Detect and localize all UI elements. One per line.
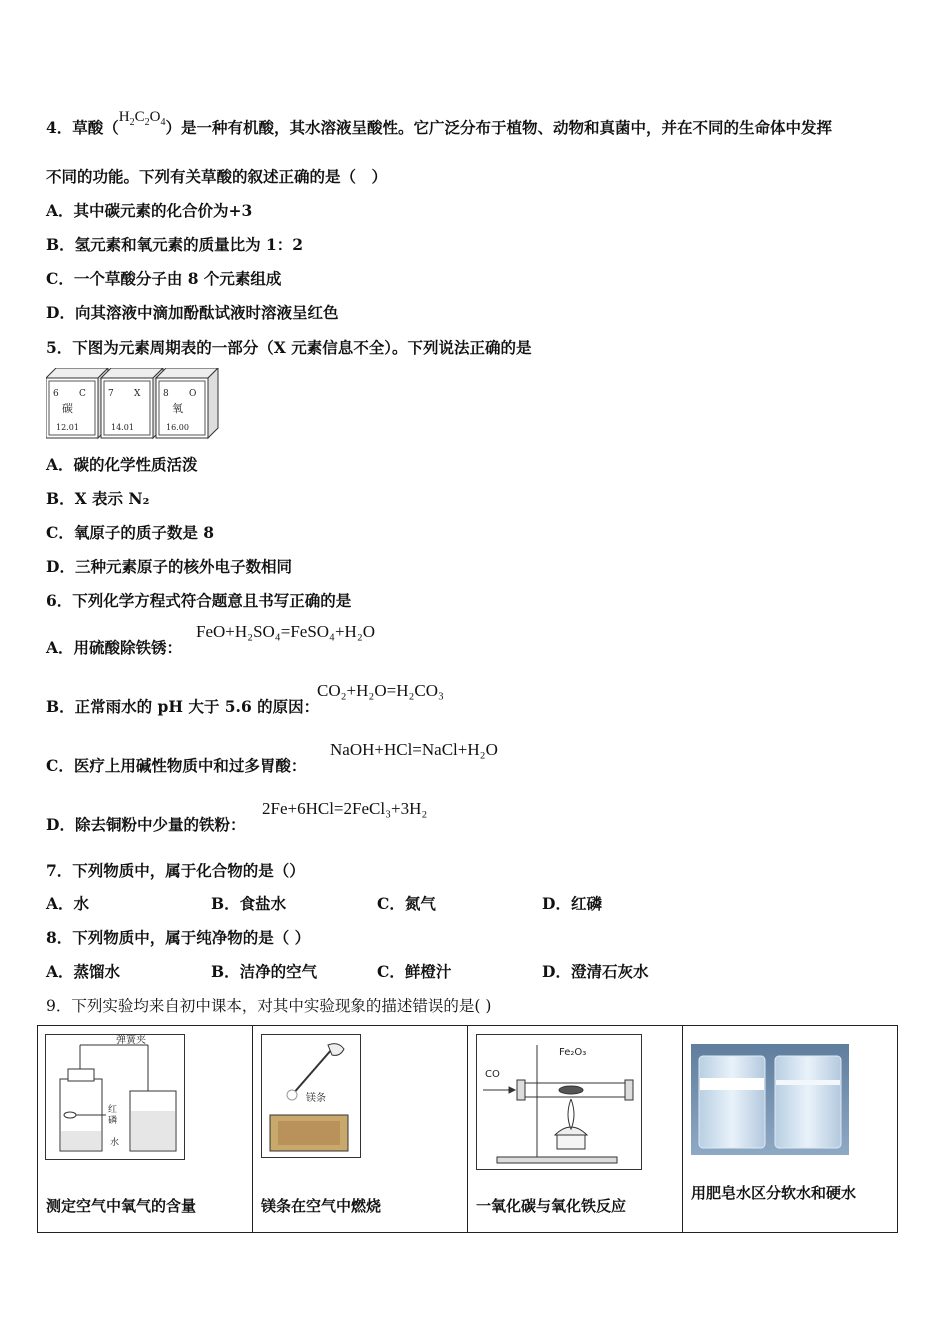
element-box-oxygen	[156, 368, 218, 438]
q7-option-d: D．红磷	[542, 894, 602, 913]
element-mass-c: 12.01	[56, 423, 79, 432]
q7-stem: 7．下列物质中，属于化合物的是（）	[46, 861, 305, 880]
q8-option-d: D．澄清石灰水	[542, 962, 649, 981]
element-name-o: 氧	[172, 402, 183, 415]
q6-option-b-label: B．正常雨水的 pH 大于 5.6 的原因：	[46, 697, 320, 716]
q8-stem: 8．下列物质中，属于纯净物的是（ ）	[46, 928, 311, 947]
caption-magnesium: 镁条在空气中燃烧	[261, 1197, 382, 1215]
co-fe2o3-apparatus-figure	[476, 1034, 642, 1170]
q4-option-a: A．其中碳元素的化合价为+3	[46, 201, 253, 220]
q6-option-d	[46, 799, 428, 835]
q6-option-a-label: A．用硫酸除铁锈：	[46, 638, 183, 657]
caption-soap-water: 用肥皂水区分软水和硬水	[691, 1184, 857, 1202]
co-label: CO	[485, 1069, 500, 1080]
element-number-x: 7	[108, 389, 114, 399]
q6-option-a-equation: FeO+H₂SO₄=FeSO₄+H₂O	[196, 622, 376, 641]
element-name-c: 碳	[62, 402, 73, 415]
caption-oxygen: 测定空气中氧气的含量	[46, 1197, 197, 1215]
q6-option-b-equation: CO₂+H₂O=H₂CO₃	[317, 681, 444, 700]
q8-option-b: B．洁净的空气	[211, 962, 318, 981]
q7-option-c: C．氮气	[377, 894, 436, 913]
oxygen-content-apparatus-figure	[45, 1034, 185, 1160]
q5-stem: 5．下图为元素周期表的一部分（X 元素信息不全）。下列说法正确的是	[46, 338, 532, 357]
element-symbol-c: C	[79, 389, 86, 399]
q6-option-c	[46, 740, 498, 776]
soap-water-photo	[691, 1044, 849, 1155]
q4-line1-post: ）是一种有机酸，其水溶液呈酸性。它广泛分布于植物、动物和真菌中，并在不同的生命体中发挥	[165, 118, 833, 137]
experiment-cell-co-reaction	[468, 1026, 683, 1233]
element-box-carbon	[46, 368, 108, 438]
q6-option-b	[46, 681, 444, 717]
element-number-c: 6	[53, 389, 59, 399]
magnesium-burning-figure	[261, 1034, 361, 1158]
q6-option-d-equation: 2Fe+6HCl=2FeCl₃+3H₂	[262, 799, 428, 818]
q9-stem: 9．下列实验均来自初中课本，对其中实验现象的描述错误的是( )	[46, 997, 492, 1015]
experiment-table	[37, 1025, 898, 1233]
q7-option-b: B．食盐水	[211, 894, 287, 913]
q4-line2: 不同的功能。下列有关草酸的叙述正确的是（ ）	[46, 167, 388, 186]
water-label: 水	[110, 1138, 120, 1148]
q6-option-d-label: D．除去铜粉中少量的铁粉：	[46, 815, 246, 834]
periodic-table-figure	[46, 368, 221, 440]
phosphorus-label-2: 磷	[108, 1116, 118, 1126]
element-mass-o: 16.00	[166, 423, 189, 432]
q6-option-a	[46, 622, 376, 658]
fe2o3-label: Fe₂O₃	[559, 1047, 587, 1058]
q4-option-b: B．氢元素和氧元素的质量比为 1：2	[46, 235, 304, 254]
experiment-cell-soap-water	[683, 1026, 898, 1233]
q7-option-a: A．水	[46, 894, 90, 913]
magnesium-label: 镁条	[306, 1093, 326, 1104]
element-number-o: 8	[163, 389, 169, 399]
q4-option-c: C．一个草酸分子由 8 个元素组成	[46, 269, 282, 288]
element-box-x	[101, 368, 163, 438]
q5-option-d: D．三种元素原子的核外电子数相同	[46, 557, 292, 576]
q8-option-c: C．鲜橙汁	[377, 962, 452, 981]
element-symbol-o: O	[189, 389, 197, 399]
element-symbol-x: X	[134, 389, 141, 399]
q5-option-c: C．氧原子的质子数是 8	[46, 523, 215, 542]
q5-option-b: B．X 表示 N₂	[46, 489, 150, 508]
experiment-cell-oxygen	[38, 1026, 253, 1233]
q4-formula: $H_2C_2O_4$	[118, 109, 166, 128]
q6-option-c-label: C．医疗上用碱性物质中和过多胃酸：	[46, 756, 307, 775]
phosphorus-label-1: 红	[108, 1105, 118, 1115]
experiment-cell-magnesium	[253, 1026, 468, 1233]
caption-co-reaction: 一氧化碳与氧化铁反应	[476, 1197, 627, 1215]
q5-option-a: A．碳的化学性质活泼	[46, 455, 198, 474]
q6-option-c-equation: NaOH+HCl=NaCl+H₂O	[330, 740, 498, 759]
q6-stem: 6．下列化学方程式符合题意且书写正确的是	[46, 591, 352, 610]
q4-line1-pre: 4．草酸（	[46, 118, 119, 137]
element-mass-x: 14.01	[111, 423, 134, 432]
clamp-label: 弹簧夹	[116, 1035, 146, 1046]
q4-line1	[46, 109, 833, 140]
q4-option-d: D．向其溶液中滴加酚酞试液时溶液呈红色	[46, 303, 339, 322]
q8-option-a: A．蒸馏水	[46, 962, 121, 981]
